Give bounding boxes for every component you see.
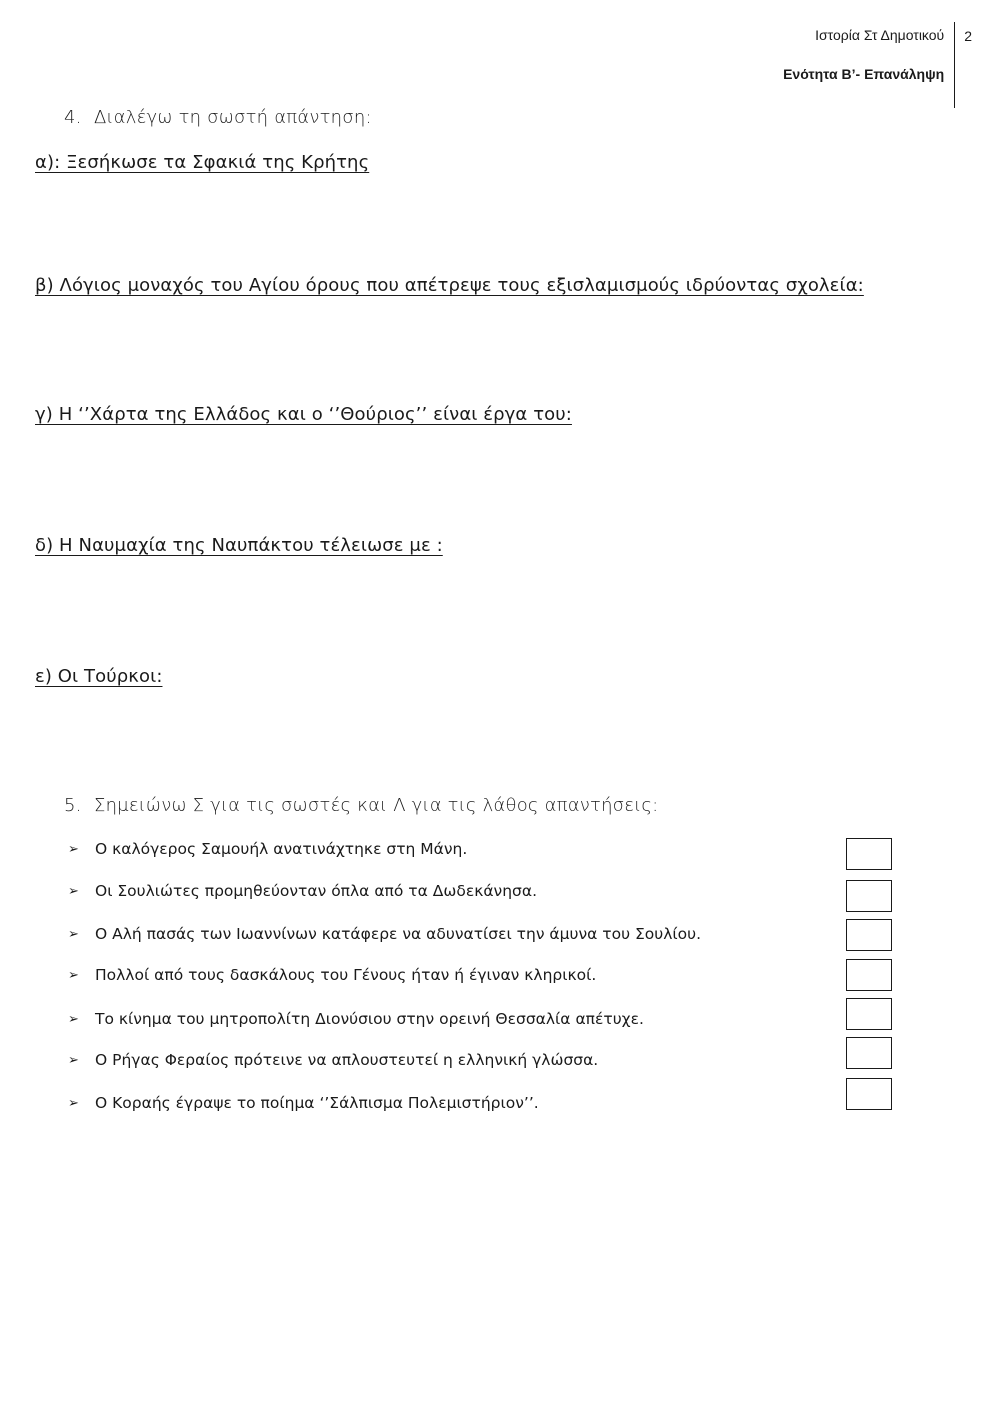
header-text xyxy=(783,22,954,81)
answer-box-1[interactable] xyxy=(846,838,892,870)
arrow-bullet-icon: ➢ xyxy=(68,1095,79,1111)
exercise-5-title xyxy=(64,795,658,816)
question-d: δ) Η Ναυμαχία της Ναυπάκτου τέλειωσε με : xyxy=(35,535,443,556)
exercise-4-title xyxy=(64,107,372,128)
statement-text: Ο Ρήγας Φεραίος πρότεινε να απλουστευτεί η ελληνική γλώσσα. xyxy=(95,1051,599,1069)
statement-item xyxy=(68,840,467,858)
question-e: ε) Οι Τούρκοι: xyxy=(35,666,163,687)
exercise-4-title-text: Διαλέγω τη σωστή απάντηση: xyxy=(94,107,372,128)
statement-item xyxy=(68,925,701,943)
exercise-5-title-text: Σημειώνω Σ για τις σωστές και Λ για τις λάθος απαντήσεις: xyxy=(94,795,659,816)
exercise-4-number: 4. xyxy=(64,107,82,128)
arrow-bullet-icon: ➢ xyxy=(68,1052,79,1068)
statement-item xyxy=(68,1010,644,1028)
statement-item xyxy=(68,966,596,984)
answer-box-7[interactable] xyxy=(846,1078,892,1110)
page-number: 2 xyxy=(964,28,972,44)
exercise-5-number: 5. xyxy=(64,795,82,816)
statement-text: Πολλοί από τους δασκάλους του Γένους ήταν ή έγιναν κληρικοί. xyxy=(95,966,597,984)
statement-text: Ο Κοραής έγραψε το ποίημα ‘’Σάλπισμα Πολεμιστήριον’’. xyxy=(95,1094,539,1112)
statement-text: Ο καλόγερος Σαμουήλ ανατινάχτηκε στη Μάνη. xyxy=(95,840,468,858)
header-unit: Ενότητα Β’- Επανάληψη xyxy=(783,66,945,82)
statement-item xyxy=(68,1051,598,1069)
statement-item xyxy=(68,1094,539,1112)
question-a: α): Ξεσήκωσε τα Σφακιά της Κρήτης xyxy=(35,152,370,173)
page-header xyxy=(783,22,972,108)
arrow-bullet-icon: ➢ xyxy=(68,967,79,983)
answer-box-4[interactable] xyxy=(846,959,892,991)
arrow-bullet-icon: ➢ xyxy=(68,841,79,857)
arrow-bullet-icon: ➢ xyxy=(68,926,79,942)
header-subject: Ιστορία Στ Δημοτικού xyxy=(815,27,945,43)
statement-text: Ο Αλή πασάς των Ιωαννίνων κατάφερε να αδυνατίσει την άμυνα του Σουλίου. xyxy=(95,925,702,943)
answer-box-5[interactable] xyxy=(846,998,892,1030)
question-c: γ) Η ‘’Χάρτα της Ελλάδος και ο ‘’Θούριος’’ είναι έργα του: xyxy=(35,404,572,425)
arrow-bullet-icon: ➢ xyxy=(68,883,79,899)
question-b: β) Λόγιος μοναχός του Αγίου όρους που απέτρεψε τους εξισλαμισμούς ιδρύοντας σχολεία: xyxy=(35,275,864,296)
answer-box-2[interactable] xyxy=(846,880,892,912)
statement-item xyxy=(68,882,537,900)
statement-text: Το κίνημα του μητροπολίτη Διονύσιου στην ορεινή Θεσσαλία απέτυχε. xyxy=(95,1010,644,1028)
statement-text: Οι Σουλιώτες προμηθεύονταν όπλα από τα Δωδεκάνησα. xyxy=(95,882,538,900)
arrow-bullet-icon: ➢ xyxy=(68,1011,79,1027)
answer-box-6[interactable] xyxy=(846,1037,892,1069)
answer-box-3[interactable] xyxy=(846,919,892,951)
